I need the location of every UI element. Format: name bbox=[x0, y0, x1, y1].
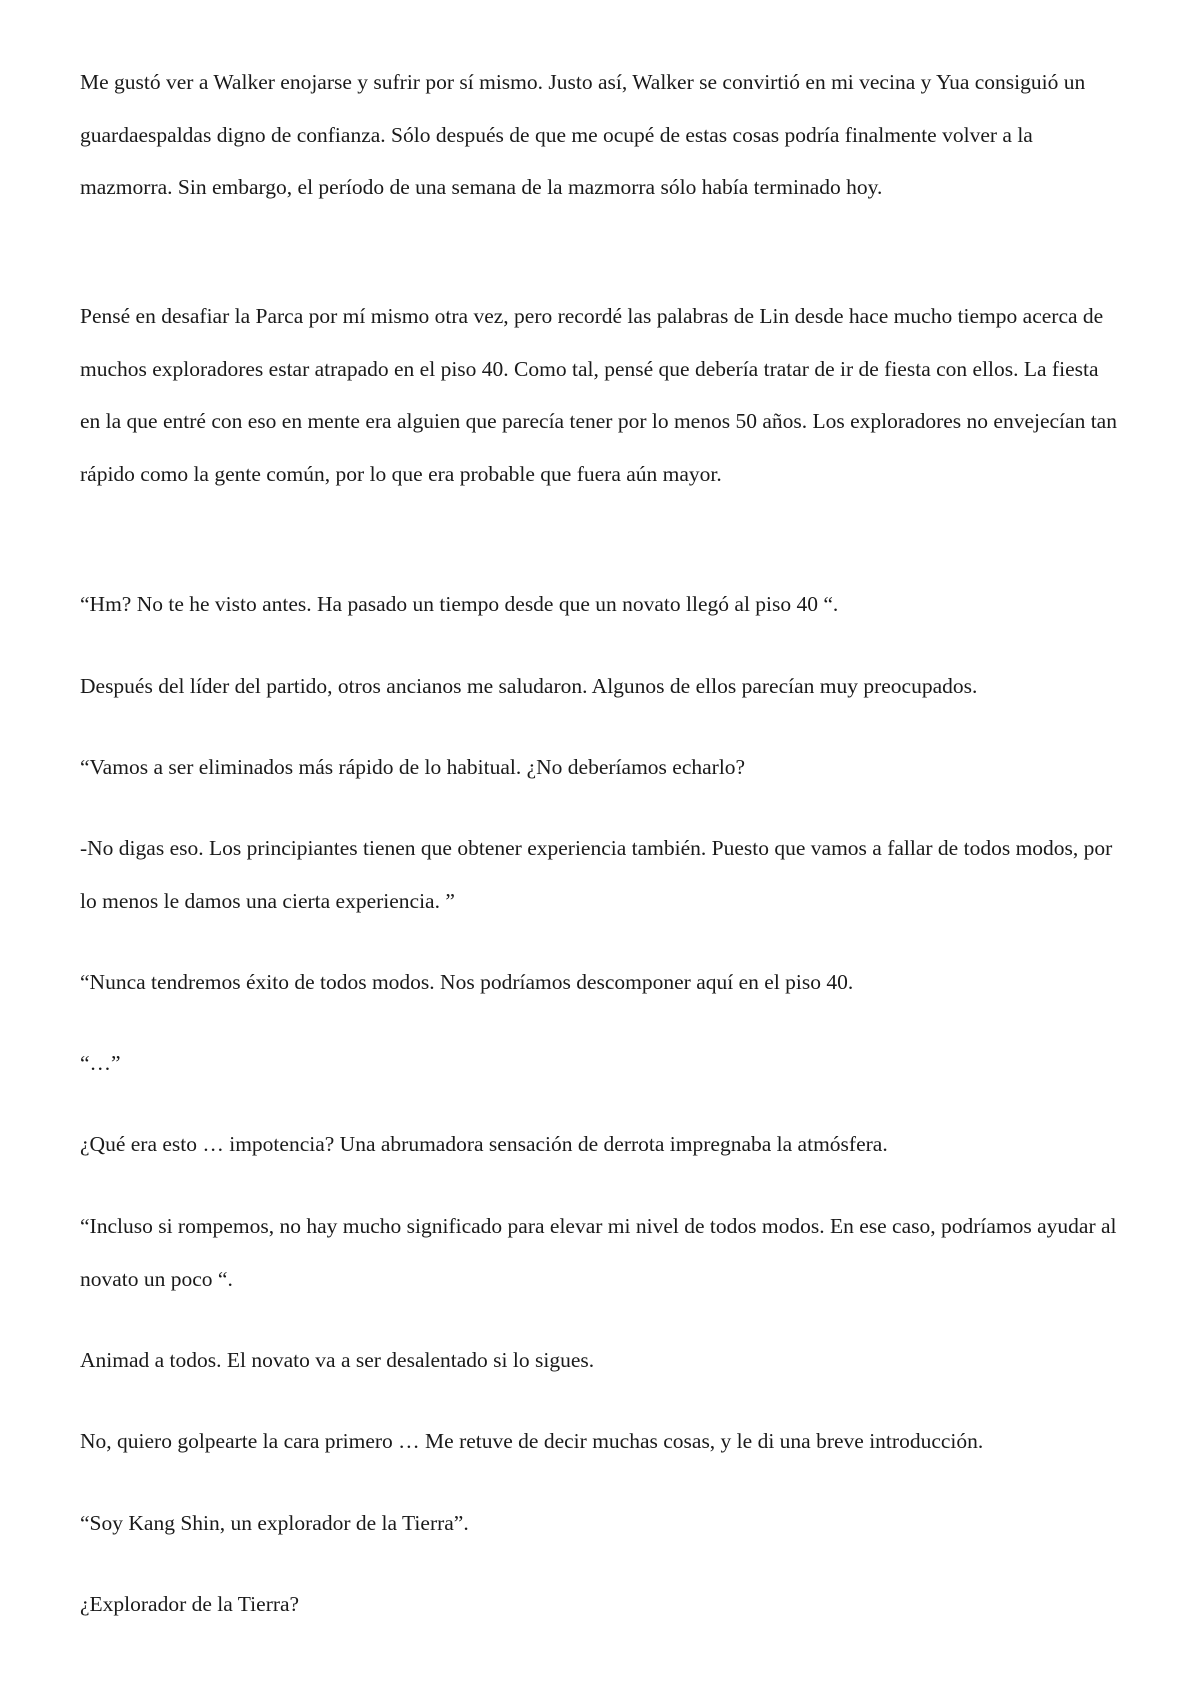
paragraph-3: “Hm? No te he visto antes. Ha pasado un tiempo desde que un novato llegó al piso 40 “. bbox=[80, 592, 839, 616]
paragraph-2: Pensé en desafiar la Parca por mí mismo otra vez, pero recordé las palabras de Lin desde hace mucho tiempo acerca de muchos exploradores estar atrapado en el piso 40. Como tal, pensé que debería tratar de ir de fiesta con ellos. La fiesta en la que entré con eso en mente era alguien que parecía tener por lo menos 50 años. Los exploradores no envejecían tan rápido como la gente común, por lo que era probable que fuera aún mayor. bbox=[80, 304, 1117, 486]
paragraph-4: Después del líder del partido, otros ancianos me saludaron. Algunos de ellos parecían muy preocupados. bbox=[80, 674, 978, 698]
paragraph-12: No, quiero golpearte la cara primero … Me retuve de decir muchas cosas, y le di una breve introducción. bbox=[80, 1429, 984, 1453]
paragraph-7: “Nunca tendremos éxito de todos modos. Nos podríamos descomponer aquí en el piso 40. bbox=[80, 970, 854, 994]
paragraph-9: ¿Qué era esto … impotencia? Una abrumadora sensación de derrota impregnaba la atmósfera. bbox=[80, 1132, 888, 1156]
paragraph-11: Animad a todos. El novato va a ser desalentado si lo sigues. bbox=[80, 1348, 595, 1372]
paragraph-10: “Incluso si rompemos, no hay mucho significado para elevar mi nivel de todos modos. En ese caso, podríamos ayudar al novato un poco “. bbox=[80, 1214, 1117, 1291]
paragraph-13: “Soy Kang Shin, un explorador de la Tierra”. bbox=[80, 1511, 469, 1535]
paragraph-14: ¿Explorador de la Tierra? bbox=[80, 1592, 300, 1616]
paragraph-6: -No digas eso. Los principiantes tienen que obtener experiencia también. Puesto que vamos a fallar de todos modos, por lo menos le damos una cierta experiencia. ” bbox=[80, 836, 1113, 913]
paragraph-5: “Vamos a ser eliminados más rápido de lo habitual. ¿No deberíamos echarlo? bbox=[80, 755, 746, 779]
paragraph-8: “…” bbox=[80, 1051, 121, 1075]
paragraph-1: Me gustó ver a Walker enojarse y sufrir por sí mismo. Justo así, Walker se convirtió en mi vecina y Yua consiguió un guardaespaldas digno de confianza. Sólo después de que me ocupé de estas cosas podría finalmente volver a la mazmorra. Sin embargo, el período de una semana de la mazmorra sólo había terminado hoy. bbox=[80, 70, 1086, 199]
